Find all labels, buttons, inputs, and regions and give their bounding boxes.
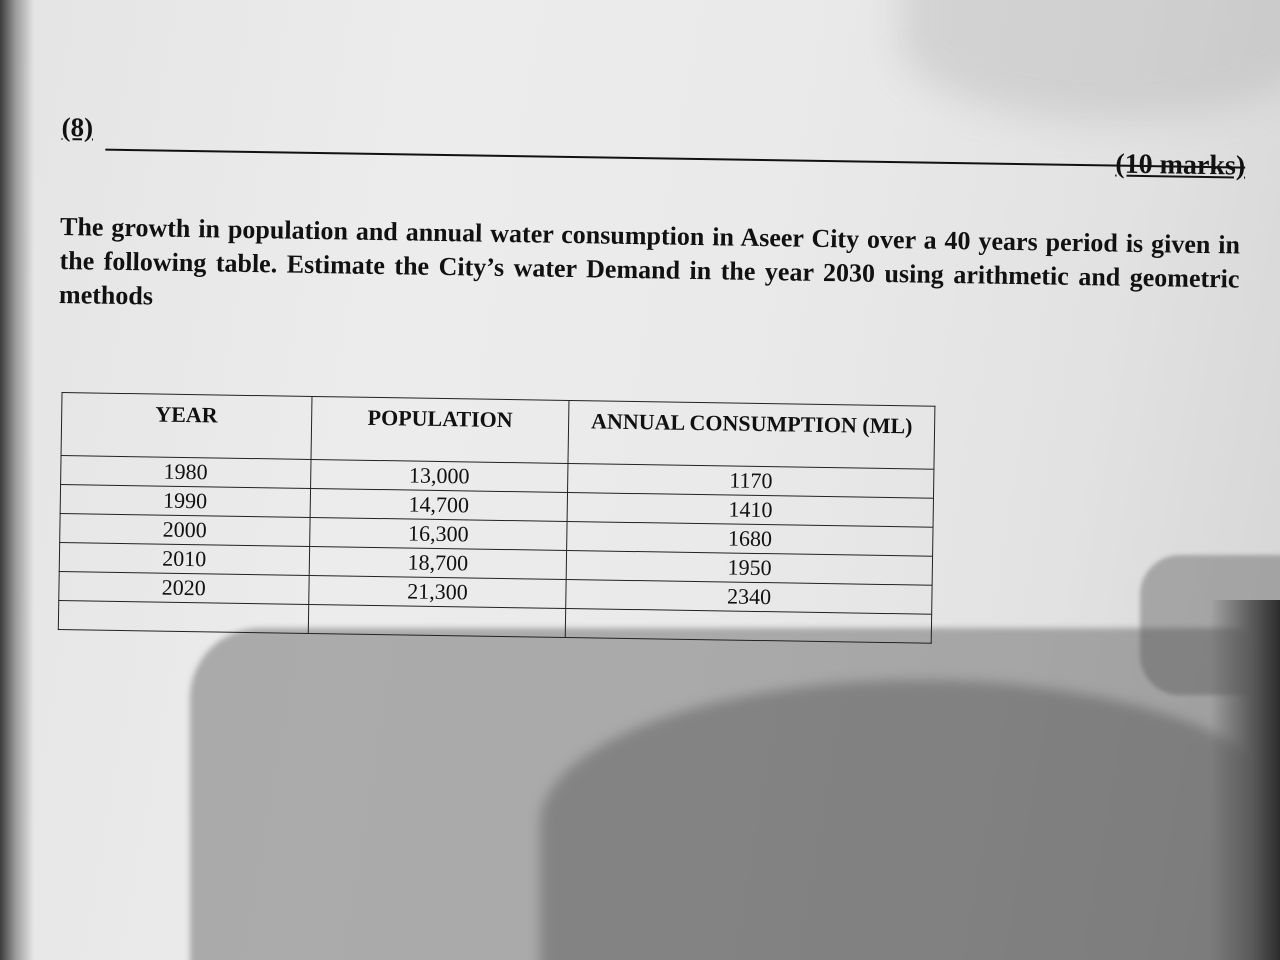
hand-shadow: [190, 628, 1280, 960]
question-document: [54, 108, 1246, 649]
question-marks: (10 marks): [1115, 148, 1246, 182]
cell-consumption: 2340: [566, 579, 932, 614]
cell-population: 14,700: [310, 488, 568, 521]
question-number: (8): [61, 111, 94, 143]
light-shadow: [900, 0, 1280, 120]
header-rule: [105, 149, 1245, 169]
cell-empty: [308, 604, 566, 637]
header-year: YEAR: [61, 393, 312, 460]
paper-right-edge: [1210, 600, 1280, 960]
cell-population: 16,300: [309, 517, 567, 550]
cell-empty: [566, 608, 932, 643]
cell-year: 2000: [60, 514, 310, 547]
question-header: [61, 108, 1246, 189]
cell-population: 13,000: [310, 459, 568, 492]
cell-consumption: 1950: [567, 550, 933, 585]
cell-year: 1980: [61, 456, 311, 489]
hand-shadow-core: [540, 680, 1280, 960]
cell-empty: [58, 601, 308, 634]
cell-consumption: 1410: [567, 492, 933, 527]
header-population: POPULATION: [311, 396, 570, 463]
cell-year: 1990: [60, 485, 310, 518]
question-text: The growth in population and annual water consumption in Aseer City over a 40 years period is given in the following table. Estimate the City’s water Demand in the year 2030 using arithmetic and geometric methods: [58, 211, 1241, 311]
header-consumption: ANNUAL CONSUMPTION (ML): [568, 401, 935, 470]
paper-left-edge: [0, 0, 34, 960]
cell-year: 2010: [59, 543, 309, 576]
cell-consumption: 1680: [567, 521, 933, 556]
cell-year: 2020: [59, 572, 309, 605]
cell-population: 21,300: [308, 575, 566, 608]
data-table: [58, 392, 936, 644]
cell-population: 18,700: [309, 546, 567, 579]
cell-consumption: 1170: [568, 463, 934, 498]
